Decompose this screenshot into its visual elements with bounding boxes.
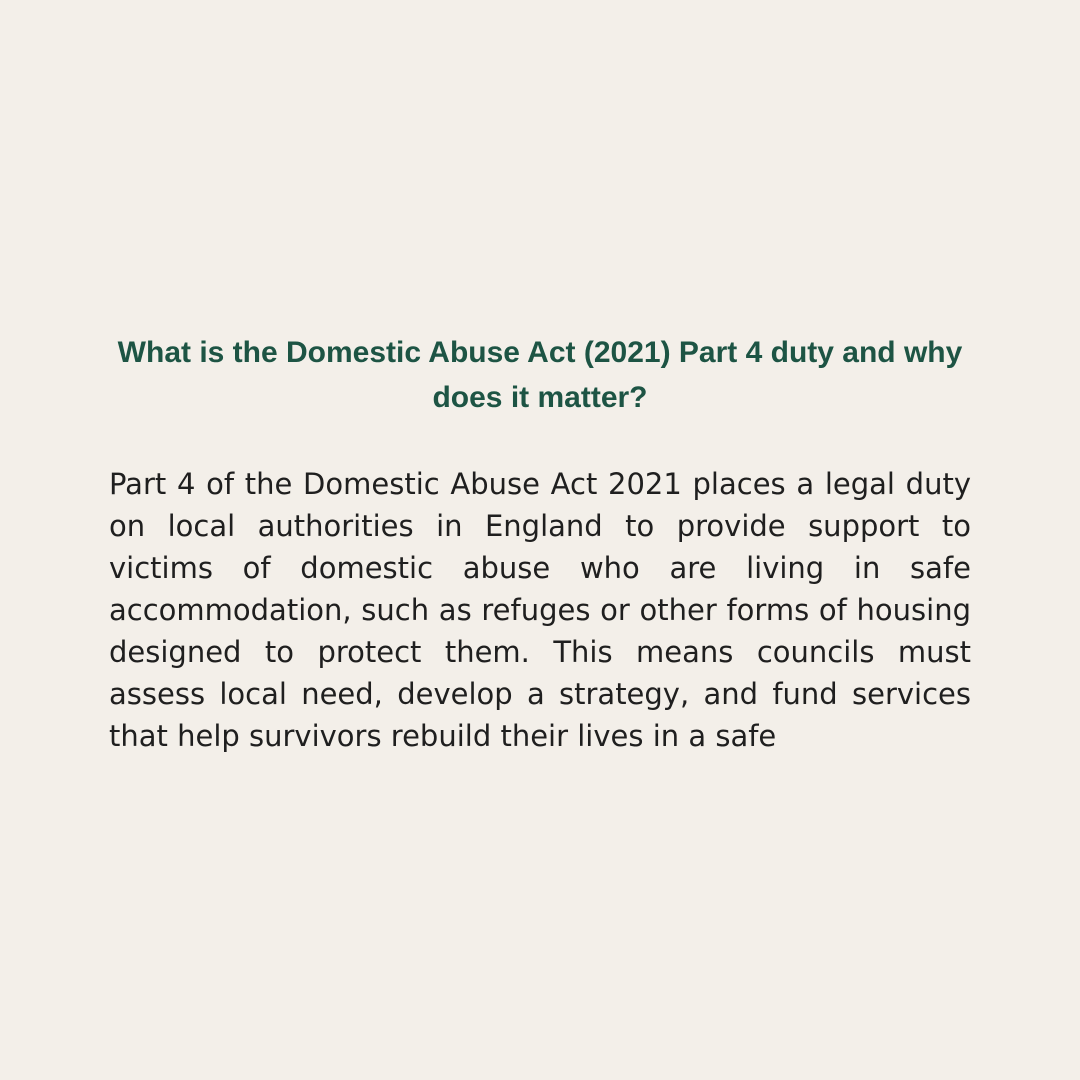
card-content [109,330,971,757]
card-body-text: Part 4 of the Domestic Abuse Act 2021 places a legal duty on local authorities in England to provide support to victims of domestic abuse who are living in safe accommodation, such as refuges or other forms of housing designed to protect them. This means councils must assess local need, develop a strategy, and fund services that help survivors rebuild their lives in a safe [109,467,971,753]
card-title: What is the Domestic Abuse Act (2021) Part 4 duty and why does it matter? [117,336,963,414]
